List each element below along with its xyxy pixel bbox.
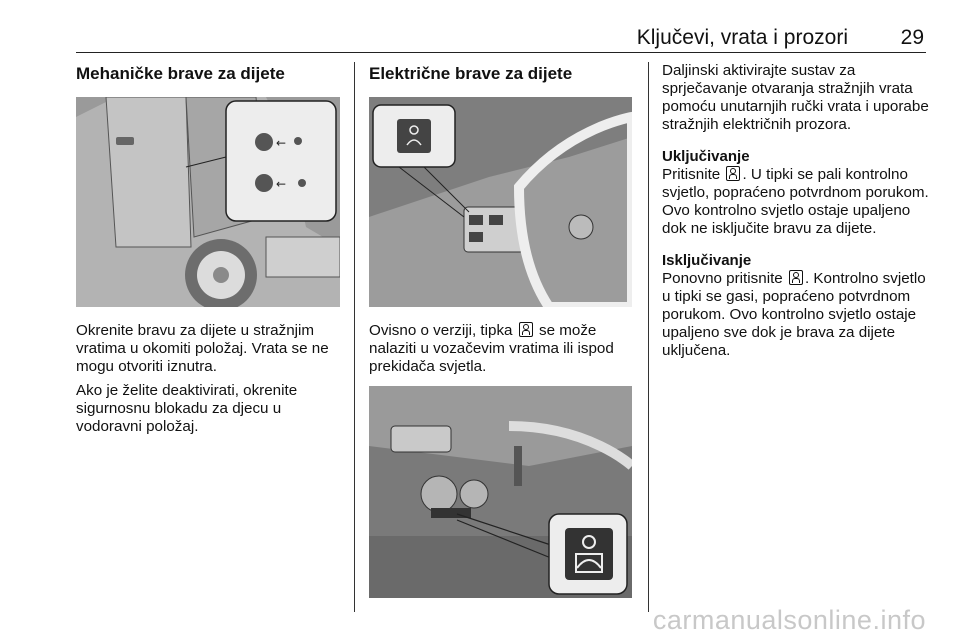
page-number: 29 xyxy=(900,26,924,49)
text-part: Pritisnite xyxy=(662,166,721,183)
column2-text xyxy=(369,322,639,376)
mechanical-lock-deactivate: Ako je želite deaktivirati, okrenite sigurnosnu blokadu za djecu u vodoravni položaj. xyxy=(76,382,298,435)
illustration-rear-door-lock xyxy=(76,97,340,307)
watermark: carmanualsonline.info xyxy=(652,605,926,635)
page-header xyxy=(76,22,926,53)
child-lock-icon xyxy=(789,270,803,285)
heading-activation: Uključivanje xyxy=(662,148,750,165)
activation-text xyxy=(662,166,930,238)
child-lock-icon xyxy=(519,322,533,337)
column3-text xyxy=(662,62,930,360)
mechanical-lock-instruction: Okrenite bravu za dijete u stražnjim vratima u okomiti položaj. Vrata se ne mogu otvoriti iznutra. xyxy=(76,322,329,375)
column-divider xyxy=(648,62,649,612)
illustration-dashboard-switch xyxy=(369,386,632,598)
child-lock-icon xyxy=(726,166,740,181)
section-title: Ključevi, vrata i prozori xyxy=(636,26,848,49)
text-part: Ponovno pritisnite xyxy=(662,270,783,287)
column-electric-locks xyxy=(369,62,634,86)
text-part: Ovisno o verziji, tipka xyxy=(369,322,513,339)
heading-electric-locks: Električne brave za dijete xyxy=(369,64,573,83)
illustration-door-switch-panel xyxy=(369,97,632,307)
deactivation-text xyxy=(662,270,930,360)
heading-deactivation: Isključivanje xyxy=(662,252,752,269)
text-part: . Kontrolno svjetlo u tipki se gasi, popraćeno potvrdnom porukom. Ovo kontrolno svjetlo ostaje upaljeno sve dok je brava za dijete uključena. xyxy=(662,270,926,359)
text-part: se može nalaziti u vozačevim vratima ili ispod prekidača svjetla. xyxy=(369,322,614,375)
svg-text:←: ← xyxy=(276,177,287,191)
column-divider xyxy=(354,62,355,612)
column-mechanical-locks xyxy=(76,62,341,86)
column1-text xyxy=(76,322,346,436)
svg-text:←: ← xyxy=(276,136,287,150)
electric-lock-location xyxy=(369,322,639,376)
system-description: Daljinski aktivirajte sustav za sprječavanje otvaranja stražnjih vrata pomoću unutarnjih ručki vrata i uporabe stražnjih električnih prozora. xyxy=(662,62,929,133)
text-part: . U tipki se pali kontrolno svjetlo, popraćeno potvrdnom porukom. Ovo kontrolno svjetlo ostaje upaljeno dok ne isključite bravu za dijete. xyxy=(662,166,929,237)
heading-mechanical-locks: Mehaničke brave za dijete xyxy=(76,64,285,83)
